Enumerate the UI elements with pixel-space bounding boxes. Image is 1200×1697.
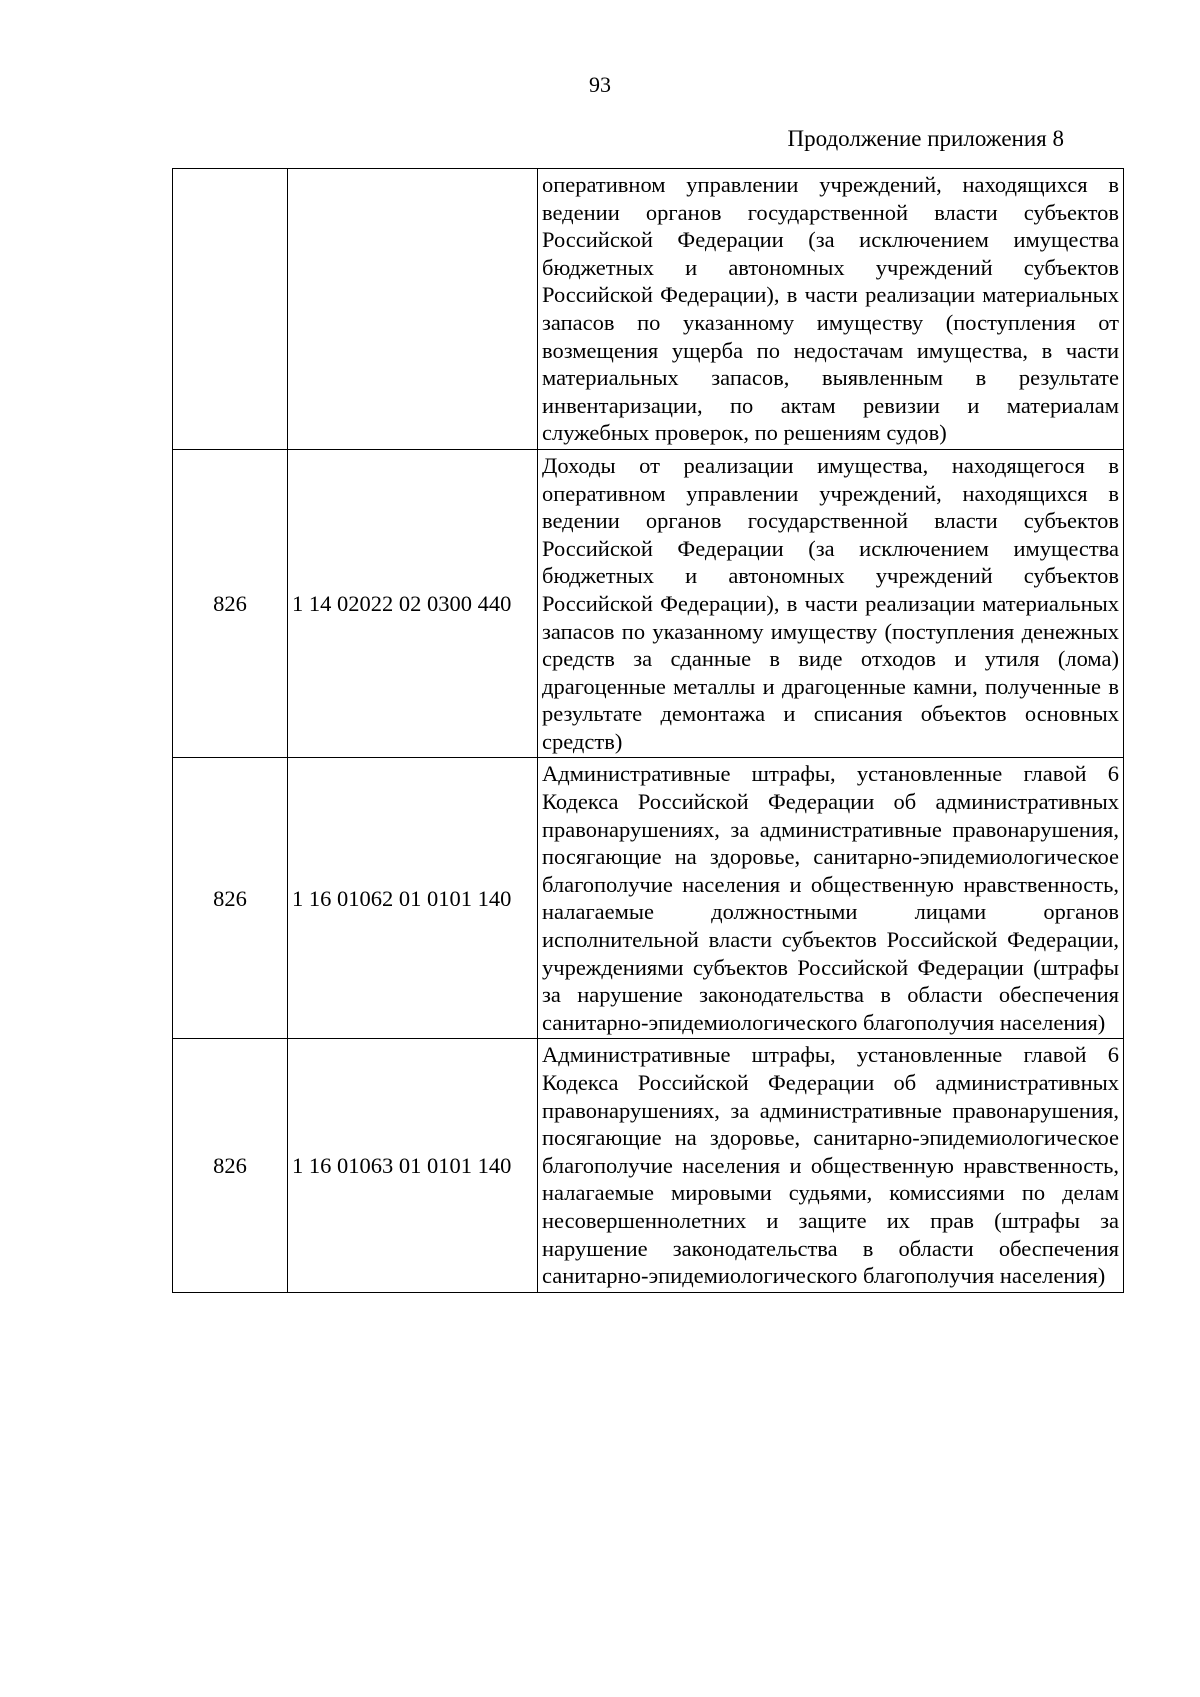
- description-cell: оперативном управлении учреждений, находящихся в ведении органов государственной власти субъектов Российской Федерации (за исключением имущества бюджетных и автономных учреждений субъектов Российской Федерации), в части реализации материальных запасов по указанному имуществу (поступления от возмещения ущерба по недостачам имущества, в части материальных запасов, выявленным в результате инвентаризации, по актам ревизии и материалам служебных проверок, по решениям судов): [538, 169, 1124, 450]
- table-row: [173, 449, 1124, 758]
- kbk-code-cell: 1 16 01062 01 0101 140: [288, 758, 538, 1039]
- description-cell: Административные штрафы, установленные главой 6 Кодекса Российской Федерации об административных правонарушениях, за административные правонарушения, посягающие на здоровье, санитарно-эпидемиологическое благополучие населения и общественную нравственность, налагаемые должностными лицами органов исполнительной власти субъектов Российской Федерации, учреждениями субъектов Российской Федерации (штрафы за нарушение законодательства в области обеспечения санитарно-эпидемиологического благополучия населения): [538, 758, 1124, 1039]
- description-cell: Доходы от реализации имущества, находящегося в оперативном управлении учреждений, находящихся в ведении органов государственной власти субъектов Российской Федерации (за исключением имущества бюджетных и автономных учреждений субъектов Российской Федерации), в части реализации материальных запасов по указанному имуществу (поступления денежных средств за сданные в виде отходов и утиля (лома) драгоценные металлы и драгоценные камни, полученные в результате демонтажа и списания объектов основных средств): [538, 449, 1124, 758]
- admin-code-cell: 826: [173, 758, 288, 1039]
- table-row: [173, 169, 1124, 450]
- description-cell: Административные штрафы, установленные главой 6 Кодекса Российской Федерации об административных правонарушениях, за административные правонарушения, посягающие на здоровье, санитарно-эпидемиологическое благополучие населения и общественную нравственность, налагаемые мировыми судьями, комиссиями по делам несовершеннолетних и защите их прав (штрафы за нарушение законодательства в области обеспечения санитарно-эпидемиологического благополучия населения): [538, 1039, 1124, 1292]
- continuation-label: Продолжение приложения 8: [787, 126, 1064, 151]
- revenue-codes-table: [172, 168, 1124, 1293]
- kbk-code-cell: 1 16 01063 01 0101 140: [288, 1039, 538, 1292]
- kbk-code-cell: [288, 169, 538, 450]
- kbk-code-cell: 1 14 02022 02 0300 440: [288, 449, 538, 758]
- page-number: 93: [589, 72, 611, 97]
- admin-code-cell: 826: [173, 449, 288, 758]
- table-row: [173, 758, 1124, 1039]
- admin-code-cell: 826: [173, 1039, 288, 1292]
- table-row: [173, 1039, 1124, 1292]
- admin-code-cell: [173, 169, 288, 450]
